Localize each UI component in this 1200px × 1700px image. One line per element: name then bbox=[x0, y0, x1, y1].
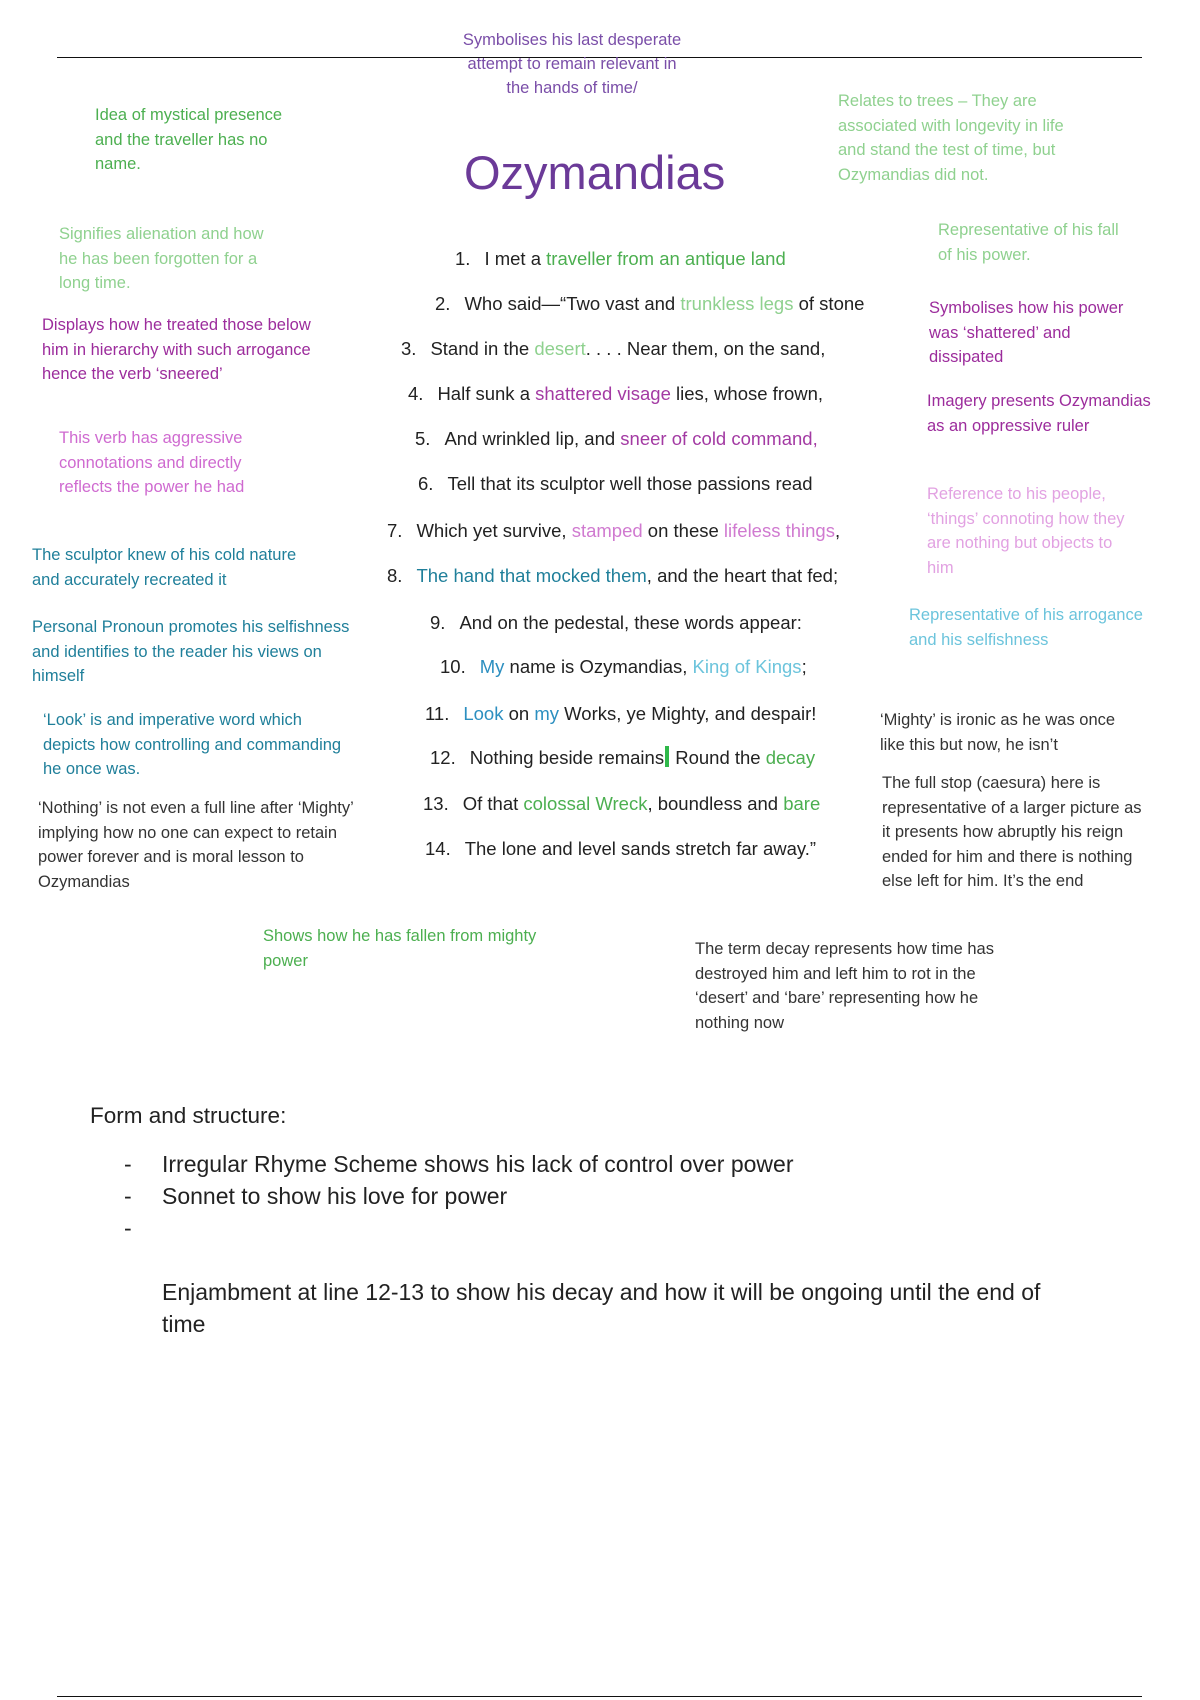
note-left-hierarchy: Displays how he treated those below him in hierarchy with such arrogance hence the verb ‘sneered’ bbox=[42, 316, 311, 383]
highlighted-phrase: lifeless things bbox=[723, 520, 835, 541]
poem-line-1 bbox=[455, 248, 786, 270]
poem-line-7 bbox=[387, 520, 840, 542]
poem-text: Stand in the bbox=[430, 338, 535, 359]
poem-text: And on the pedestal, these words appear: bbox=[459, 612, 802, 633]
note-left-look: ‘Look’ is and imperative word which depicts how controlling and commanding he once was. bbox=[43, 711, 342, 778]
poem-line-number: 3. bbox=[401, 338, 417, 359]
form-structure-list bbox=[124, 1148, 1124, 1340]
highlighted-phrase: decay bbox=[765, 747, 816, 768]
poem-line-9 bbox=[430, 612, 802, 634]
poem-line-number: 2. bbox=[435, 293, 451, 314]
note-left-pronoun: Personal Pronoun promotes his selfishness and identifies to the reader his views on himself bbox=[32, 618, 350, 685]
poem-line-14 bbox=[425, 838, 816, 860]
highlighted-phrase: bare bbox=[783, 793, 821, 814]
note-right-caesura: The full stop (caesura) here is representative of a larger picture as it presents how abruptly his reign ended for him and there is nothing else left for him. It’s the end bbox=[882, 774, 1142, 890]
note-bottom-decay: The term decay represents how time has destroyed him and left him to rot in the ‘desert’ and ‘bare’ representing how he nothing now bbox=[695, 940, 994, 1032]
poem-line-number: 6. bbox=[418, 473, 434, 494]
note-left-nothing: ‘Nothing’ is not even a full line after ‘Mighty’ implying how no one can expect to retain power forever and is moral lesson to Ozymandias bbox=[38, 799, 354, 891]
highlighted-phrase: my bbox=[534, 703, 560, 724]
poem-line-2 bbox=[435, 293, 864, 315]
note-right-people: Reference to his people, ‘things’ connoting how they are nothing but objects to him bbox=[927, 485, 1125, 577]
highlighted-phrase: My bbox=[479, 656, 505, 677]
list-item bbox=[124, 1212, 1124, 1340]
highlighted-phrase: shattered visage bbox=[535, 383, 671, 404]
list-item-text: Irregular Rhyme Scheme shows his lack of control over power bbox=[162, 1151, 794, 1177]
poem-text: The lone and level sands stretch far away.” bbox=[464, 838, 817, 859]
poem-text: lies, whose frown, bbox=[670, 383, 824, 404]
highlighted-phrase: King of Kings bbox=[692, 656, 802, 677]
poem-text: Half sunk a bbox=[437, 383, 536, 404]
list-item bbox=[124, 1180, 1124, 1212]
bullet-dash: - bbox=[124, 1151, 132, 1177]
poem-line-number: 14. bbox=[425, 838, 451, 859]
poem-line-10 bbox=[440, 656, 807, 678]
note-top-center: Symbolises his last desperate attempt to remain relevant in the hands of time/ bbox=[462, 31, 682, 97]
poem-text: I met a bbox=[484, 248, 547, 269]
note-bottom-fallen: Shows how he has fallen from mighty power bbox=[263, 927, 537, 970]
highlighted-phrase: desert bbox=[534, 338, 586, 359]
poem-line-number: 13. bbox=[423, 793, 449, 814]
poem-text: Nothing beside remains bbox=[469, 747, 665, 768]
highlighted-phrase: sneer of cold command, bbox=[620, 428, 818, 449]
note-left-alienation: Signifies alienation and how he has been forgotten for a long time. bbox=[59, 225, 264, 292]
poem-line-11 bbox=[425, 703, 816, 725]
note-left-sculptor: The sculptor knew of his cold nature and accurately recreated it bbox=[32, 546, 297, 589]
note-right-shattered: Symbolises how his power was ‘shattered’ and dissipated bbox=[929, 299, 1124, 366]
poem-text: on bbox=[503, 703, 535, 724]
poem-line-12 bbox=[430, 746, 815, 769]
poem-text: , boundless and bbox=[647, 793, 784, 814]
poem-line-4 bbox=[408, 383, 823, 405]
poem-text: ; bbox=[801, 656, 807, 677]
text-cursor bbox=[665, 746, 669, 767]
poem-text: of stone bbox=[793, 293, 865, 314]
bullet-dash: - bbox=[124, 1183, 132, 1209]
page-title: Ozymandias bbox=[464, 146, 726, 199]
note-right-fall: Representative of his fall of his power. bbox=[938, 221, 1119, 264]
poem-line-number: 8. bbox=[387, 565, 403, 586]
list-item-text: Sonnet to show his love for power bbox=[162, 1183, 508, 1209]
poem-text: . . . . Near them, on the sand, bbox=[585, 338, 826, 359]
poem-text: on these bbox=[642, 520, 724, 541]
poem-line-3 bbox=[401, 338, 825, 360]
poem-line-number: 4. bbox=[408, 383, 424, 404]
poem-line-number: 12. bbox=[430, 747, 456, 768]
poem-line-number: 1. bbox=[455, 248, 471, 269]
list-item-text: Enjambment at line 12-13 to show his decay and how it will be ongoing until the end of time bbox=[162, 1279, 1041, 1337]
highlighted-phrase: Look bbox=[463, 703, 504, 724]
poem-text: Which yet survive, bbox=[416, 520, 572, 541]
bottom-rule bbox=[57, 1696, 1142, 1697]
poem-line-number: 10. bbox=[440, 656, 466, 677]
poem-line-number: 5. bbox=[415, 428, 431, 449]
highlighted-phrase: trunkless legs bbox=[680, 293, 794, 314]
note-right-trees: Relates to trees – They are associated with longevity in life and stand the test of time, but Ozymandias did not. bbox=[838, 92, 1064, 184]
note-right-oppressive: Imagery presents Ozymandias as an oppressive ruler bbox=[927, 392, 1151, 435]
poem-line-8 bbox=[387, 565, 838, 587]
highlighted-phrase: colossal Wreck bbox=[523, 793, 648, 814]
poem-text: name is Ozymandias, bbox=[504, 656, 693, 677]
note-right-arrogance: Representative of his arrogance and his selfishness bbox=[909, 606, 1143, 649]
form-structure-heading: Form and structure: bbox=[90, 1103, 287, 1128]
poem-line-number: 9. bbox=[430, 612, 446, 633]
poem-line-6 bbox=[418, 473, 812, 495]
note-right-mighty: ‘Mighty’ is ironic as he was once like this but now, he isn’t bbox=[880, 711, 1116, 754]
highlighted-phrase: The hand that mocked them bbox=[416, 565, 647, 586]
poem-text: Works, ye Mighty, and despair! bbox=[559, 703, 817, 724]
bullet-dash: - bbox=[124, 1215, 132, 1241]
poem-text: , and the heart that fed; bbox=[646, 565, 839, 586]
poem-line-number: 7. bbox=[387, 520, 403, 541]
poem-text: , bbox=[834, 520, 841, 541]
list-item bbox=[124, 1148, 1124, 1180]
poem-text: Who said—“Two vast and bbox=[464, 293, 681, 314]
poem-text: Tell that its sculptor well those passions read bbox=[447, 473, 813, 494]
note-left-mystical: Idea of mystical presence and the traveller has no name. bbox=[95, 106, 283, 173]
poem-line-5 bbox=[415, 428, 818, 450]
poem-text: Of that bbox=[462, 793, 524, 814]
poem-text: Round the bbox=[670, 747, 766, 768]
highlighted-phrase: traveller from an antique land bbox=[546, 248, 786, 269]
poem-line-13 bbox=[423, 793, 820, 815]
poem-line-number: 11. bbox=[425, 703, 450, 724]
poem-text: And wrinkled lip, and bbox=[444, 428, 621, 449]
highlighted-phrase: stamped bbox=[571, 520, 643, 541]
note-left-aggressive-verb: This verb has aggressive connotations and directly reflects the power he had bbox=[59, 429, 245, 496]
